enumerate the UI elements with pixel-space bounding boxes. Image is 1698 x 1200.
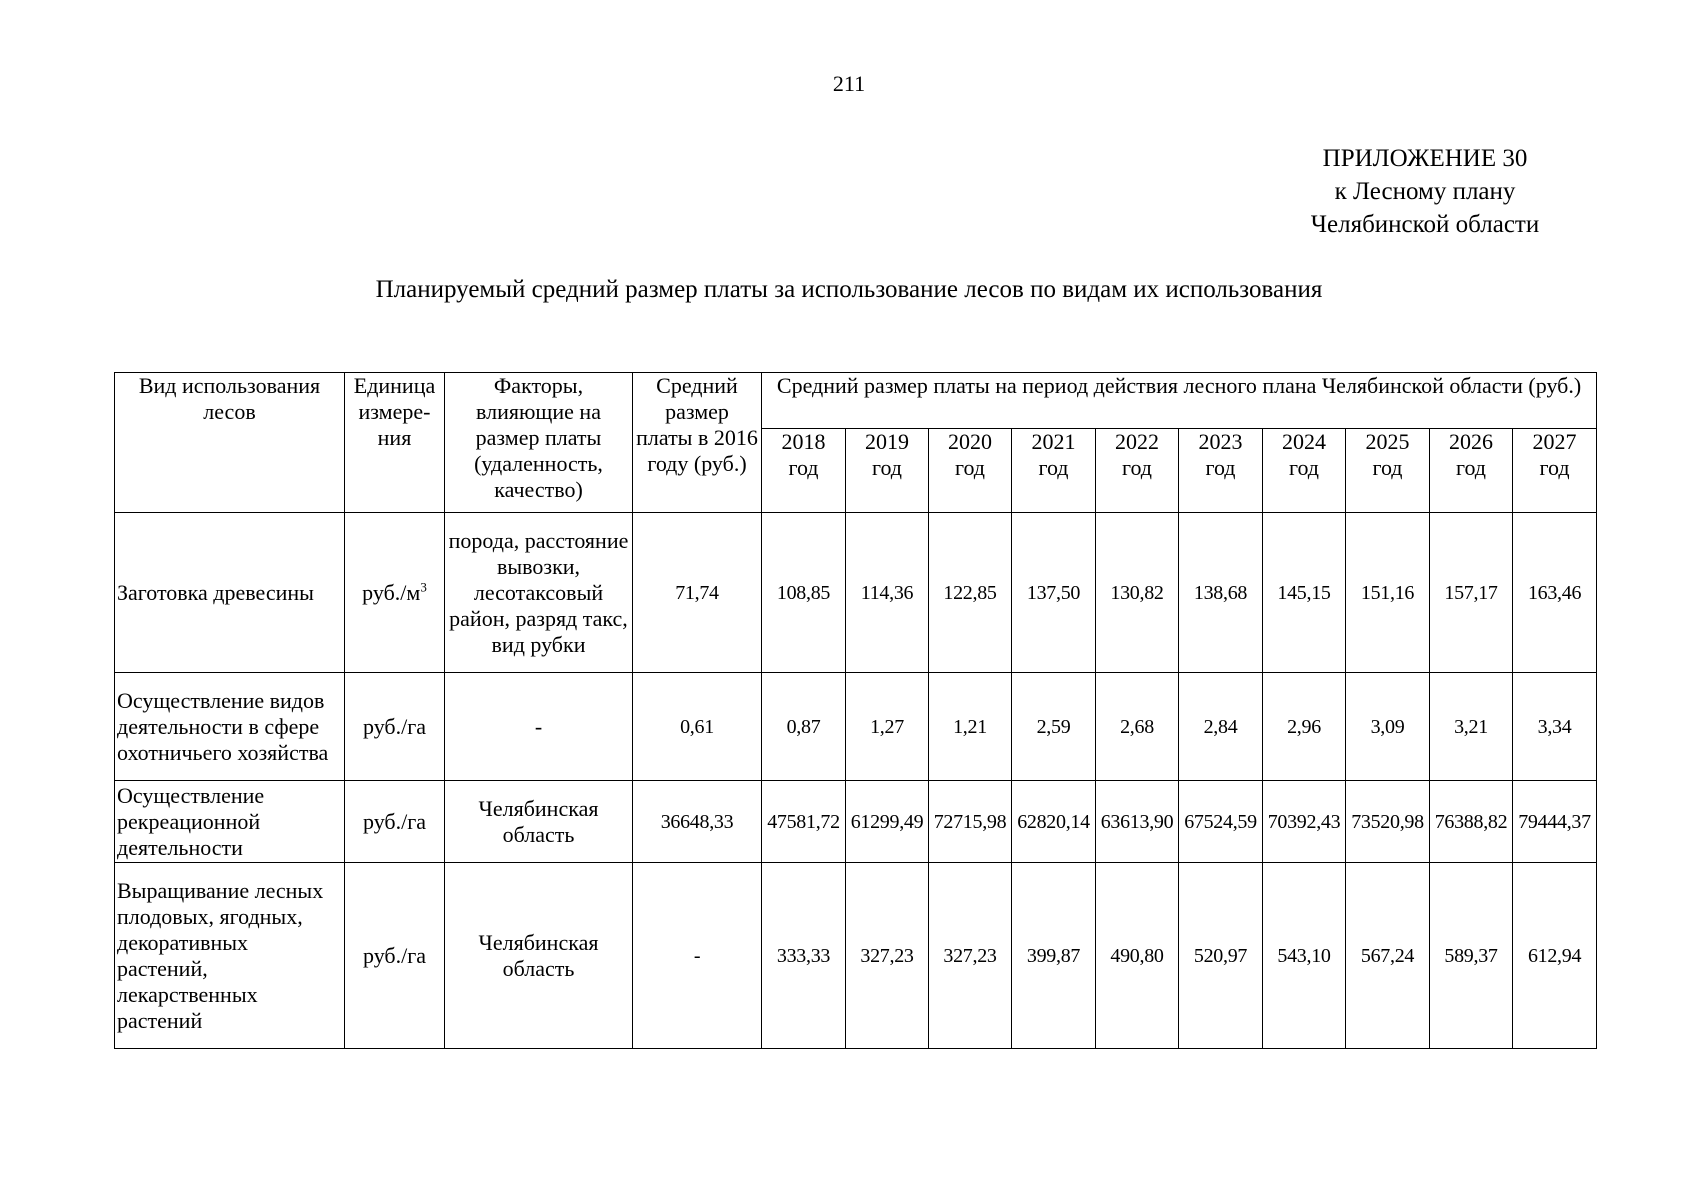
cell-value: 2,68 bbox=[1096, 673, 1179, 781]
cell-unit: руб./га bbox=[345, 863, 445, 1049]
cell-factors: Челябинская область bbox=[445, 863, 633, 1049]
header-year: 2023 год bbox=[1179, 429, 1263, 513]
cell-value: 589,37 bbox=[1430, 863, 1513, 1049]
cell-value: 61299,49 bbox=[846, 781, 929, 863]
cell-factors: порода, расстояние вывозки, лесотаксовый район, разряд такс, вид рубки bbox=[445, 513, 633, 673]
header-year: 2020 год bbox=[929, 429, 1012, 513]
cell-value: 0,87 bbox=[762, 673, 846, 781]
header-year: 2027 год bbox=[1513, 429, 1597, 513]
cell-unit: $руб./м^3$ bbox=[345, 513, 445, 673]
cell-value: 108,85 bbox=[762, 513, 846, 673]
cell-value: 122,85 bbox=[929, 513, 1012, 673]
cell-value: 76388,82 bbox=[1430, 781, 1513, 863]
cell-value: 151,16 bbox=[1346, 513, 1430, 673]
header-year: 2018 год bbox=[762, 429, 846, 513]
cell-value: 163,46 bbox=[1513, 513, 1597, 673]
cell-avg-2016: - bbox=[633, 863, 762, 1049]
header-year: 2025 год bbox=[1346, 429, 1430, 513]
cell-unit: руб./га bbox=[345, 673, 445, 781]
cell-value: 490,80 bbox=[1096, 863, 1179, 1049]
cell-value: 63613,90 bbox=[1096, 781, 1179, 863]
cell-factors: - bbox=[445, 673, 633, 781]
cell-value: 138,68 bbox=[1179, 513, 1263, 673]
cell-value: 520,97 bbox=[1179, 863, 1263, 1049]
header-factors: Факторы, влияющие на размер платы (удаленность, качество) bbox=[445, 373, 633, 513]
cell-avg-2016: 36648,33 bbox=[633, 781, 762, 863]
header-avg-2016: Средний размер платы в 2016 году (руб.) bbox=[633, 373, 762, 513]
cell-avg-2016: 0,61 bbox=[633, 673, 762, 781]
header-year: 2021 год bbox=[1012, 429, 1096, 513]
header-row bbox=[115, 373, 1597, 429]
table-row bbox=[115, 513, 1597, 673]
cell-value: 2,59 bbox=[1012, 673, 1096, 781]
cell-value: 1,21 bbox=[929, 673, 1012, 781]
page-number: 211 bbox=[832, 71, 866, 96]
cell-value: 3,21 bbox=[1430, 673, 1513, 781]
cell-value: 399,87 bbox=[1012, 863, 1096, 1049]
cell-factors: Челябинская область bbox=[445, 781, 633, 863]
cell-value: 47581,72 bbox=[762, 781, 846, 863]
cell-value: 79444,37 bbox=[1513, 781, 1597, 863]
table-row bbox=[115, 781, 1597, 863]
header-year: 2022 год bbox=[1096, 429, 1179, 513]
cell-use-type: Осуществление рекреационной деятельности bbox=[115, 781, 345, 863]
cell-value: 70392,43 bbox=[1263, 781, 1346, 863]
appendix-line-3: Челябинской области bbox=[1310, 211, 1540, 238]
cell-value: 114,36 bbox=[846, 513, 929, 673]
cell-value: 137,50 bbox=[1012, 513, 1096, 673]
cell-value: 327,23 bbox=[846, 863, 929, 1049]
cell-value: 3,34 bbox=[1513, 673, 1597, 781]
cell-value: 67524,59 bbox=[1179, 781, 1263, 863]
cell-value: 62820,14 bbox=[1012, 781, 1096, 863]
cell-value: 73520,98 bbox=[1346, 781, 1430, 863]
cell-value: 130,82 bbox=[1096, 513, 1179, 673]
cell-value: 157,17 bbox=[1430, 513, 1513, 673]
cell-value: 612,94 bbox=[1513, 863, 1597, 1049]
cell-value: 2,96 bbox=[1263, 673, 1346, 781]
fee-table bbox=[114, 372, 1597, 1049]
cell-value: 1,27 bbox=[846, 673, 929, 781]
appendix-line-1: ПРИЛОЖЕНИЕ 30 bbox=[1322, 145, 1528, 172]
cell-value: 3,09 bbox=[1346, 673, 1430, 781]
cell-value: 567,24 bbox=[1346, 863, 1430, 1049]
cell-value: 72715,98 bbox=[929, 781, 1012, 863]
cell-value: 543,10 bbox=[1263, 863, 1346, 1049]
appendix-header bbox=[1255, 142, 1595, 241]
header-unit: Единица измере-ния bbox=[345, 373, 445, 513]
header-period: Средний размер платы на период действия лесного плана Челябинской области (руб.) bbox=[762, 373, 1597, 429]
header-year: 2024 год bbox=[1263, 429, 1346, 513]
document-title: Планируемый средний размер платы за использование лесов по видам их использования bbox=[375, 276, 1323, 303]
cell-value: 2,84 bbox=[1179, 673, 1263, 781]
header-use-type: Вид использования лесов bbox=[115, 373, 345, 513]
table-row bbox=[115, 863, 1597, 1049]
cell-unit: руб./га bbox=[345, 781, 445, 863]
cell-use-type: Заготовка древесины bbox=[115, 513, 345, 673]
cell-value: 327,23 bbox=[929, 863, 1012, 1049]
table-row bbox=[115, 673, 1597, 781]
cell-value: 145,15 bbox=[1263, 513, 1346, 673]
cell-use-type: Осуществление видов деятельности в сфере охотничьего хозяйства bbox=[115, 673, 345, 781]
appendix-line-2: к Лесному плану bbox=[1334, 178, 1516, 205]
cell-avg-2016: 71,74 bbox=[633, 513, 762, 673]
header-year: 2026 год bbox=[1430, 429, 1513, 513]
cell-use-type: Выращивание лесных плодовых, ягодных, декоративных растений, лекарственных растений bbox=[115, 863, 345, 1049]
cell-value: 333,33 bbox=[762, 863, 846, 1049]
header-year: 2019 год bbox=[846, 429, 929, 513]
